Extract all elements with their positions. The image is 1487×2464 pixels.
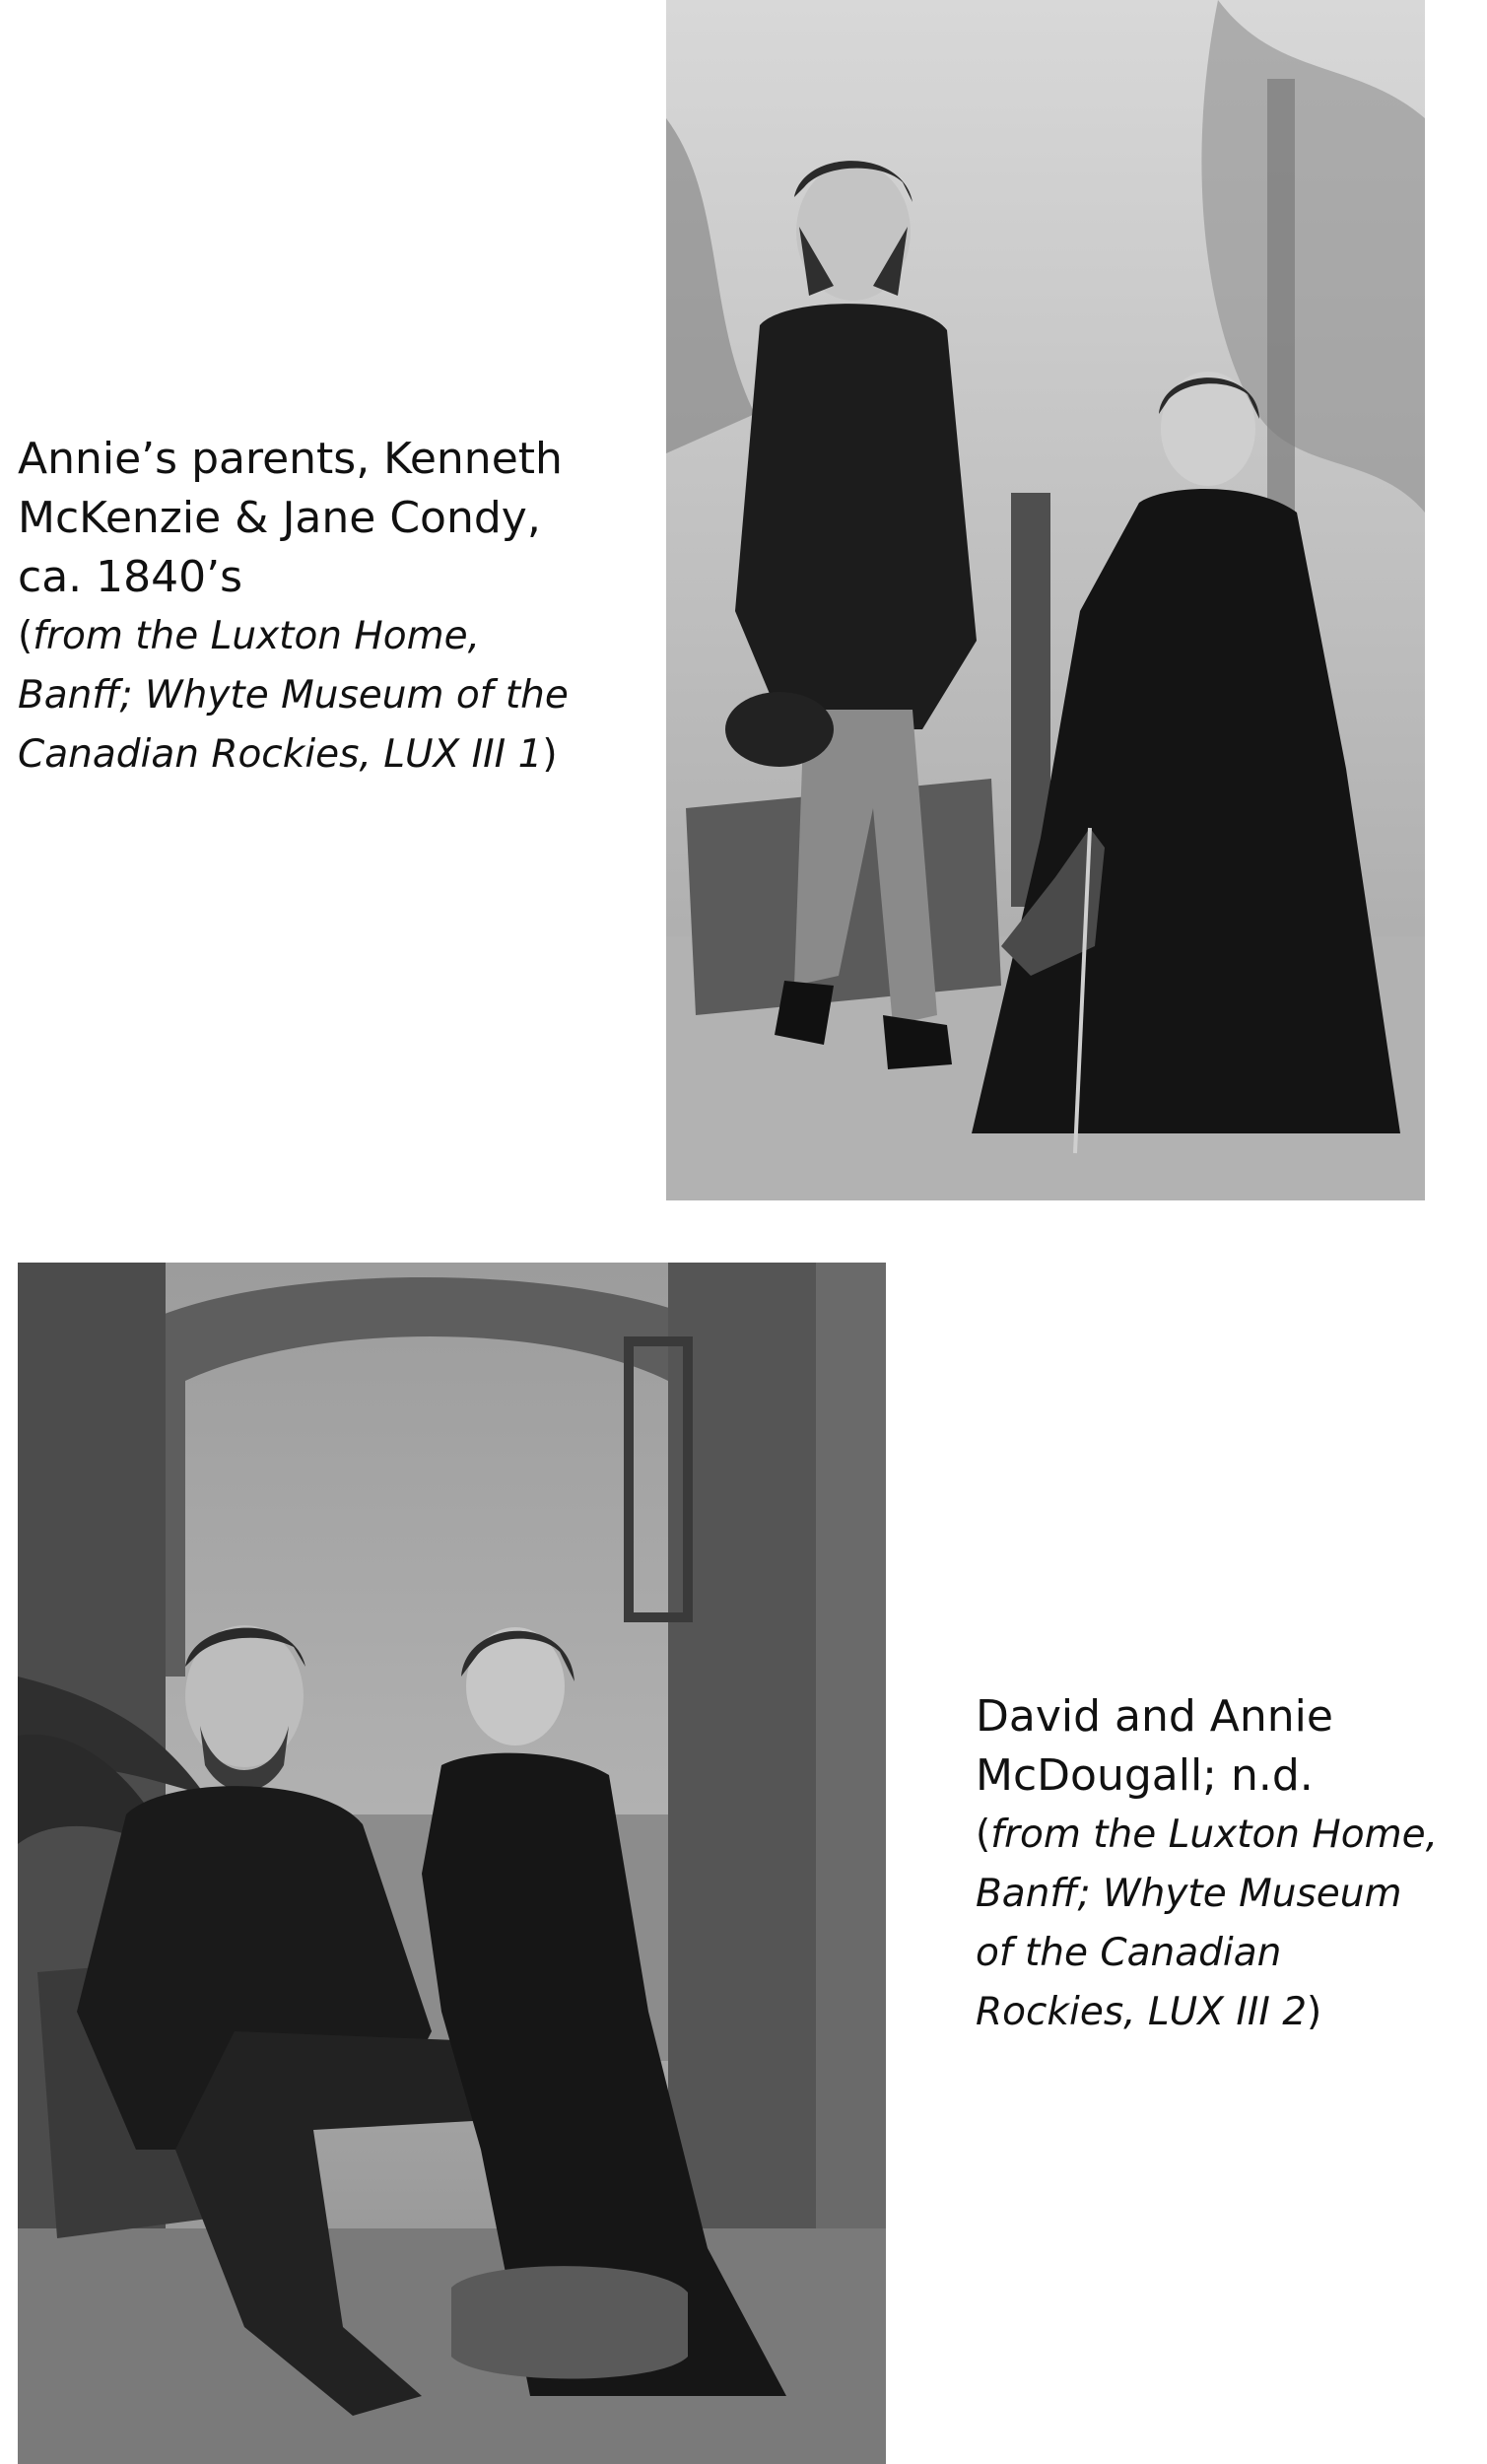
portrait-photo-david-annie-mcdougall (18, 1263, 886, 2464)
portrait-photo-mckenzie-condy (666, 0, 1425, 1200)
caption-source-line (976, 1865, 1468, 1924)
caption-source-line (976, 1924, 1468, 1983)
caption-source-line: (from the Luxton Home, (976, 1813, 1438, 1857)
caption-source-line: (from the Luxton Home, (18, 614, 480, 658)
photo-caption-1 (18, 430, 648, 785)
caption-source-text: Canadian Rockies, LUX III 1 (18, 732, 543, 777)
caption-title-line: David and Annie (976, 1691, 1333, 1742)
photo-caption-2 (976, 1687, 1468, 2042)
caption-source-text: Rockies, LUX III 2 (976, 1990, 1308, 2034)
caption-source-text: from the Luxton Home, (33, 614, 480, 658)
caption-title-line: McKenzie & Jane Condy, (18, 493, 541, 543)
caption-title-line: ca. 1840’s (18, 552, 243, 602)
caption-title-line: Annie’s parents, Kenneth (18, 434, 563, 484)
caption-source-line (18, 666, 648, 725)
portrait-photo-image (666, 0, 1425, 1200)
caption-source-line: Rockies, LUX III 2) (976, 1990, 1322, 2034)
caption-source-line: Canadian Rockies, LUX III 1) (18, 732, 558, 777)
caption-title-line: McDougall; n.d. (976, 1750, 1314, 1801)
caption-source-text: of the Canadian (976, 1931, 1282, 1975)
portrait-photo-image (18, 1263, 886, 2464)
caption-source-text: Banff; Whyte Museum (976, 1872, 1402, 1916)
caption-source-text: from the Luxton Home, (990, 1813, 1438, 1857)
caption-source-text: Banff; Whyte Museum of the (18, 673, 569, 718)
